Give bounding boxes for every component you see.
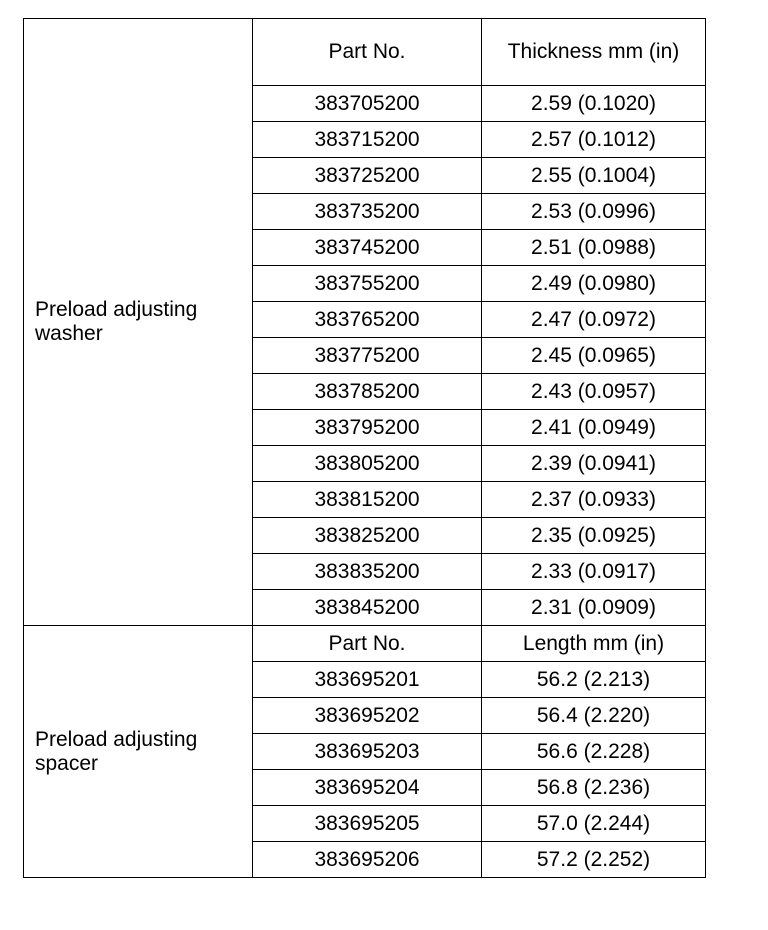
part-number: 383695202 — [253, 698, 482, 734]
preload-parts-table — [23, 18, 706, 878]
thickness-value: 2.41 (0.0949) — [482, 410, 706, 446]
part-number: 383725200 — [253, 158, 482, 194]
part-number: 383695204 — [253, 770, 482, 806]
part-number: 383775200 — [253, 338, 482, 374]
spacer-header-length: Length mm (in) — [482, 626, 706, 662]
thickness-value: 2.33 (0.0917) — [482, 554, 706, 590]
part-number: 383695203 — [253, 734, 482, 770]
spacer-header-row — [24, 626, 706, 662]
thickness-value: 2.59 (0.1020) — [482, 86, 706, 122]
washer-header-row — [24, 19, 706, 86]
part-number: 383695201 — [253, 662, 482, 698]
thickness-value: 2.51 (0.0988) — [482, 230, 706, 266]
thickness-value: 2.53 (0.0996) — [482, 194, 706, 230]
washer-header-part: Part No. — [253, 19, 482, 86]
part-number: 383705200 — [253, 86, 482, 122]
spacer-header-part: Part No. — [253, 626, 482, 662]
thickness-value: 2.35 (0.0925) — [482, 518, 706, 554]
spacer-label: Preload adjusting spacer — [24, 626, 253, 878]
thickness-value: 2.43 (0.0957) — [482, 374, 706, 410]
thickness-value: 2.45 (0.0965) — [482, 338, 706, 374]
length-value: 57.0 (2.244) — [482, 806, 706, 842]
washer-label: Preload adjusting washer — [24, 19, 253, 626]
washer-header-thickness: Thickness mm (in) — [482, 19, 706, 86]
length-value: 56.2 (2.213) — [482, 662, 706, 698]
part-number: 383805200 — [253, 446, 482, 482]
part-number: 383735200 — [253, 194, 482, 230]
thickness-value: 2.39 (0.0941) — [482, 446, 706, 482]
part-number: 383825200 — [253, 518, 482, 554]
part-number: 383785200 — [253, 374, 482, 410]
length-value: 56.8 (2.236) — [482, 770, 706, 806]
part-number: 383815200 — [253, 482, 482, 518]
part-number: 383755200 — [253, 266, 482, 302]
table-body — [24, 19, 706, 878]
part-number: 383835200 — [253, 554, 482, 590]
thickness-value: 2.37 (0.0933) — [482, 482, 706, 518]
part-number: 383845200 — [253, 590, 482, 626]
part-number: 383795200 — [253, 410, 482, 446]
part-number: 383715200 — [253, 122, 482, 158]
part-number: 383695205 — [253, 806, 482, 842]
length-value: 56.4 (2.220) — [482, 698, 706, 734]
part-number: 383695206 — [253, 842, 482, 878]
length-value: 56.6 (2.228) — [482, 734, 706, 770]
thickness-value: 2.49 (0.0980) — [482, 266, 706, 302]
thickness-value: 2.31 (0.0909) — [482, 590, 706, 626]
thickness-value: 2.57 (0.1012) — [482, 122, 706, 158]
part-number: 383765200 — [253, 302, 482, 338]
thickness-value: 2.47 (0.0972) — [482, 302, 706, 338]
thickness-value: 2.55 (0.1004) — [482, 158, 706, 194]
length-value: 57.2 (2.252) — [482, 842, 706, 878]
part-number: 383745200 — [253, 230, 482, 266]
